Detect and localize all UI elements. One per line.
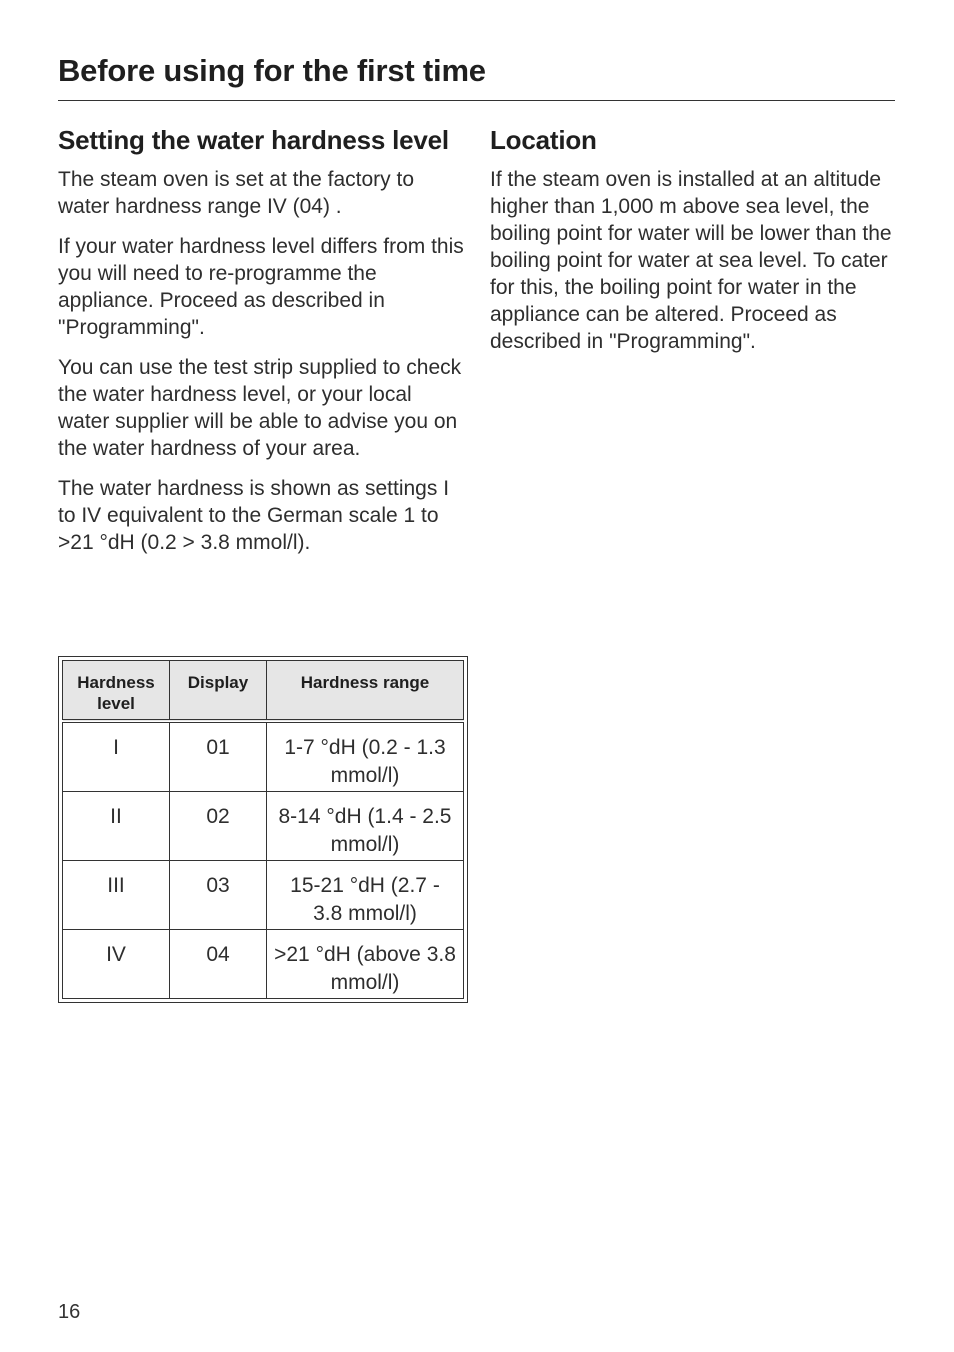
water-hardness-section	[58, 124, 468, 569]
page-title: Before using for the first time	[58, 53, 486, 88]
paragraph-reprogramme: If your water hardness level differs from this you will need to re-programme the appliance. Proceed as described in "Programming".	[58, 235, 464, 339]
cell-level: I	[63, 721, 170, 792]
cell-display: 01	[170, 721, 267, 792]
section-heading-water-hardness: Setting the water hardness level	[58, 125, 449, 155]
column-header-hardness-level: Hardness level	[63, 661, 170, 722]
table-row	[63, 861, 464, 930]
column-header-display: Display	[170, 661, 267, 722]
column-header-hardness-range: Hardness range	[267, 661, 464, 722]
table-row	[63, 930, 464, 999]
cell-display: 02	[170, 792, 267, 861]
location-section	[490, 124, 900, 368]
paragraph-factory-setting: The steam oven is set at the factory to water hardness range IV (04) .	[58, 168, 415, 218]
table-row	[63, 792, 464, 861]
cell-level: II	[63, 792, 170, 861]
cell-display: 03	[170, 861, 267, 930]
hardness-table-frame	[58, 656, 468, 1003]
table-header-row	[63, 661, 464, 722]
paragraph-scale-info: The water hardness is shown as settings I to IV equivalent to the German scale 1 to >21 °dH (0.2 > 3.8 mmol/l).	[58, 477, 450, 554]
cell-range: 1-7 °dH (0.2 - 1.3 mmol/l)	[267, 721, 464, 792]
cell-level: IV	[63, 930, 170, 999]
paragraph-altitude: If the steam oven is installed at an altitude higher than 1,000 m above sea level, the boiling point for water will be lower than the boiling point for water at sea level. To cater for this, the boiling point for water in the appliance can be altered. Proceed as described in "Programming".	[490, 168, 892, 353]
cell-range: 15-21 °dH (2.7 - 3.8 mmol/l)	[267, 861, 464, 930]
hardness-table	[62, 660, 464, 999]
cell-display: 04	[170, 930, 267, 999]
cell-range: >21 °dH (above 3.8 mmol/l)	[267, 930, 464, 999]
cell-range: 8-14 °dH (1.4 - 2.5 mmol/l)	[267, 792, 464, 861]
section-heading-location: Location	[490, 125, 597, 155]
cell-level: III	[63, 861, 170, 930]
paragraph-test-strip: You can use the test strip supplied to check the water hardness level, or your local water supplier will be able to advise you on the water hardness of your area.	[58, 356, 462, 460]
table-row	[63, 721, 464, 792]
page-number: 16	[58, 1301, 81, 1323]
title-divider	[58, 100, 895, 101]
